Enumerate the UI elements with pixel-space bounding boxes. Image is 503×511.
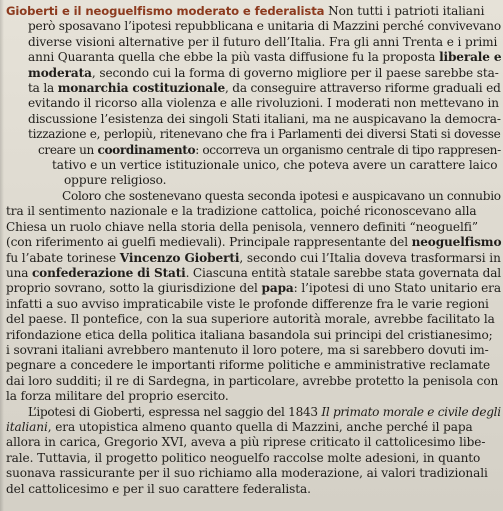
p2-line: dai loro sudditi; il re di Sardegna, in particolare, avrebbe protetto la penisola con bbox=[6, 373, 499, 388]
p1-line: ta la monarchia costituzionale, da conseguire attraverso riforme graduali ed bbox=[28, 81, 501, 96]
bold-term: neoguelfismo bbox=[411, 235, 502, 250]
p2-line: Chiesa un ruolo chiave nella storia della penisola, vennero definiti “neoguelfi” bbox=[6, 219, 478, 234]
p2-line: pegnare a concedere le importanti riforme politiche e amministrative reclamate bbox=[6, 358, 491, 373]
p2-line: la forza militare del proprio esercito. bbox=[6, 389, 229, 404]
heading-line bbox=[6, 4, 497, 19]
p2-line: (con riferimento ai guelfi medievali). Principale rappresentante del neoguelfismo bbox=[6, 235, 502, 250]
italic-title: Il primato morale e civile degli bbox=[321, 404, 501, 419]
p1-line: però sposavano l’ipotesi repubblicana e unitaria di Mazzini perché convivevano bbox=[28, 19, 501, 34]
p1-line: oppure religioso. bbox=[64, 173, 167, 188]
p2-line: fu l’abate torinese Vincenzo Gioberti, secondo cui l’Italia doveva trasformarsi in bbox=[6, 250, 501, 265]
bold-term: moderata bbox=[28, 65, 92, 80]
bold-term: coordinamento bbox=[97, 142, 196, 157]
p2-line: proprio sovrano, sotto la giurisdizione del papa: l’ipotesi di uno Stato unitario era bbox=[6, 281, 501, 296]
heading-continuation: Non tutti i patrioti italiani bbox=[324, 4, 485, 18]
p3-line: L’ipotesi di Gioberti, espressa nel saggio del 1843 Il primato morale e civile degli bbox=[28, 404, 501, 419]
p3-line: suonava rassicurante per il suo richiamo alla moderazione, ai valori tradizionali bbox=[6, 466, 488, 481]
p2-line: infatti a suo avviso impraticabile viste le profonde differenze fra le varie regioni bbox=[6, 296, 489, 311]
p1-line: tizzazione e, perlopiù, ritenevano che fra i Parlamenti dei diversi Stati si dovesse bbox=[28, 127, 501, 142]
section-heading: Gioberti e il neoguelfismo moderato e federalista bbox=[6, 4, 325, 18]
bold-term: Vincenzo Gioberti bbox=[119, 250, 240, 265]
bold-term: liberale e bbox=[439, 50, 502, 65]
bold-term: confederazione di Stati bbox=[31, 265, 186, 280]
p1-line: creare un coordinamento: occorreva un organismo centrale di tipo rappresen- bbox=[38, 142, 501, 157]
p3-line: del cattolicesimo e per il suo carattere federalista. bbox=[6, 481, 311, 496]
p1-line: diverse visioni alternative per il futuro dell’Italia. Fra gli anni Trenta e i primi bbox=[28, 34, 498, 49]
p3-line: allora in carica, Gregorio XVI, aveva a più riprese criticato il cattolicesimo libe- bbox=[6, 435, 486, 450]
p2-line: una confederazione di Stati. Ciascuna entità statale sarebbe stata governata dal bbox=[6, 265, 501, 280]
p1-line: moderata, secondo cui la forma di governo migliore per il paese sarebbe sta- bbox=[28, 65, 499, 80]
p1-line: discussione l’esistenza dei singoli Stati italiani, ma ne auspicavano la democra- bbox=[28, 111, 501, 126]
p1-line: anni Quaranta quella che ebbe la più vasta diffusione fu la proposta liberale e bbox=[28, 50, 502, 65]
p2-line: i sovrani italiani avrebbero mantenuto il loro potere, ma si sarebbero dovuti im- bbox=[6, 342, 489, 357]
p1-line: evitando il ricorso alla violenza e alle rivoluzioni. I moderati non mettevano in bbox=[28, 96, 499, 111]
p3-line: rale. Tuttavia, il progetto politico neoguelfo raccolse molte adesioni, in quanto bbox=[6, 450, 481, 465]
p2-line: del paese. Il pontefice, con la sua superiore autorità morale, avrebbe facilitato la bbox=[6, 312, 495, 327]
p1-line: tativo e un vertice istituzionale unico, che poteva avere un carattere laico bbox=[52, 158, 498, 173]
bold-term: monarchia costituzionale bbox=[57, 81, 225, 96]
bold-term: papa bbox=[261, 281, 294, 296]
p2-line: Coloro che sostenevano questa seconda ipotesi e auspicavano un connubio bbox=[62, 188, 501, 203]
p2-line: rifondazione etica della politica italiana basandola sui principi del cristianesimo; bbox=[6, 327, 493, 342]
italic-title: italiani bbox=[6, 419, 48, 434]
p3-line: italiani, era utopistica almeno quanto quella di Mazzini, anche perché il papa bbox=[6, 419, 473, 434]
page-binding-shadow bbox=[0, 0, 4, 511]
p2-line: tra il sentimento nazionale e la tradizione cattolica, poiché riconoscevano alla bbox=[6, 204, 477, 219]
